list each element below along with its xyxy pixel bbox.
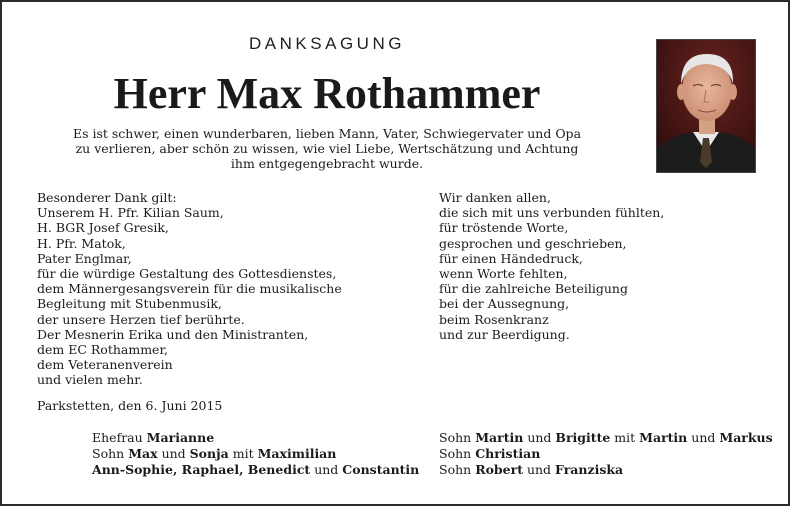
family-name: Maximilian: [257, 446, 337, 461]
deceased-name: Herr Max Rothammer: [113, 69, 541, 118]
relation-label: Sohn: [439, 430, 472, 445]
family-name: Martin: [639, 430, 688, 445]
thanks-line: und vielen mehr.: [37, 372, 143, 388]
connector: und: [527, 430, 552, 445]
thanks-line: der unsere Herzen tief berührte.: [37, 311, 245, 327]
relation-label: Sohn: [439, 446, 472, 461]
intro-line: Es ist schwer, einen wunderbaren, lieben Mann, Vater, Schwiegervater und Opa: [72, 126, 582, 141]
portrait-photo: [656, 39, 756, 173]
relation-label: Sohn: [439, 462, 472, 477]
family-right: [439, 430, 773, 478]
thanks-line: Wir danken allen,: [439, 190, 551, 205]
family-name: Sonja: [189, 446, 229, 461]
thanks-line: bei der Aussegnung,: [439, 296, 570, 312]
thanks-line: Der Mesnerin Erika und den Ministranten,: [37, 326, 309, 342]
family-name: Christian: [475, 446, 541, 461]
family-name: Marianne: [146, 430, 215, 445]
thanks-line: dem Männergesangsverein für die musikalische: [37, 281, 342, 297]
family-line: [439, 462, 773, 478]
thanks-line: für einen Händedruck,: [439, 250, 583, 266]
connector: mit: [232, 446, 254, 461]
thanks-line: und zur Beerdigung.: [439, 326, 570, 342]
thanks-line: für tröstende Worte,: [439, 220, 569, 236]
family-name: Robert: [475, 462, 523, 477]
thanks-left-column: [37, 190, 342, 388]
family-line: [439, 446, 773, 462]
family-name: Markus: [719, 430, 773, 445]
heading-title: DANKSAGUNG: [249, 34, 405, 53]
thanks-line: Begleitung mit Stubenmusik,: [37, 296, 222, 312]
family-line: [92, 462, 419, 478]
thanks-line: H. Pfr. Matok,: [37, 235, 126, 251]
family-name: Martin: [475, 430, 524, 445]
thanks-right-column: [439, 190, 664, 342]
thanks-line: Pater Englmar,: [37, 250, 132, 266]
thanks-line: für die würdige Gestaltung des Gottesdienstes,: [37, 266, 337, 282]
thanks-line: für die zahlreiche Beteiligung: [439, 281, 628, 297]
family-line: [92, 430, 419, 446]
thanks-line: dem EC Rothammer,: [37, 342, 169, 358]
family-name: Ann-Sophie, Raphael, Benedict: [92, 462, 311, 477]
thanks-line: gesprochen und geschrieben,: [439, 235, 627, 251]
connector: und: [691, 430, 716, 445]
family-line: [439, 430, 773, 446]
thanks-line: beim Rosenkranz: [439, 311, 549, 327]
thanks-line: dem Veteranenverein: [37, 357, 173, 373]
intro-text: [2, 126, 652, 171]
thanks-line: Unserem H. Pfr. Kilian Saum,: [37, 205, 224, 221]
thanks-line: wenn Worte fehlten,: [439, 266, 568, 282]
connector: und: [314, 462, 339, 477]
family-line: [92, 446, 419, 462]
family-left: [92, 430, 419, 478]
connector: und: [526, 462, 552, 477]
connector: und: [161, 446, 186, 461]
family-name: Franziska: [555, 462, 624, 477]
relation-label: Ehefrau: [92, 430, 143, 445]
relation-label: Sohn: [92, 446, 125, 461]
intro-line: ihm entgegengebracht wurde.: [230, 156, 424, 171]
family-name: Brigitte: [555, 430, 611, 445]
thanks-line: die sich mit uns verbunden fühlten,: [439, 205, 665, 221]
family-name: Constantin: [342, 462, 420, 477]
thanks-line: Besonderer Dank gilt:: [37, 190, 177, 205]
thanks-line: H. BGR Josef Gresik,: [37, 220, 169, 236]
family-name: Max: [128, 446, 158, 461]
place-date: Parkstetten, den 6. Juni 2015: [37, 398, 223, 413]
intro-line: zu verlieren, aber schön zu wissen, wie viel Liebe, Wertschätzung und Achtung: [75, 141, 579, 156]
connector: mit: [614, 430, 636, 445]
